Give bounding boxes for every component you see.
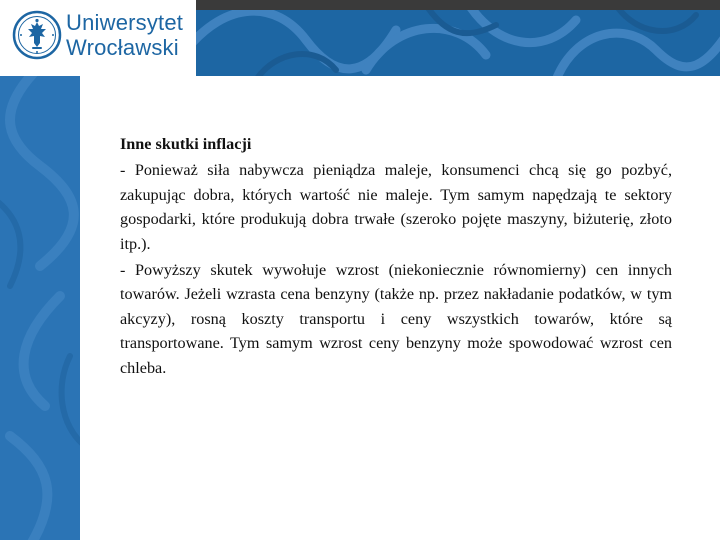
logo-wordmark xyxy=(66,10,183,60)
paragraph-2: - Powyższy skutek wywołuje wzrost (niekoniecznie równomierny) cen innych towarów. Jeżeli wzrasta cena benzyny (także np. przez nakładanie podatków, w tym akcyzy), rosną koszty transportu i ceny wszystkich towarów, które są transportowane. Tym samym wzrost ceny benzyny może spowodować wzrost cen chleba. xyxy=(120,261,672,377)
left-side-bar xyxy=(0,76,80,540)
university-logo xyxy=(0,0,196,76)
side-wave-pattern xyxy=(0,76,80,540)
logo-line-2: Wrocławski xyxy=(66,35,179,60)
top-dark-bar xyxy=(196,0,720,10)
slide-content xyxy=(120,132,672,380)
slide-heading: Inne skutki inflacji xyxy=(120,135,252,153)
header-band xyxy=(196,10,720,76)
university-seal-icon xyxy=(12,10,62,60)
logo-line-1: Uniwersytet xyxy=(66,10,184,35)
paragraph-1: - Ponieważ siła nabywcza pieniądza maleje, konsumenci chcą się go pozbyć, zakupując dobra, których wartość nie maleje. Tym samym napędzają te sektory gospodarki, które produkują dobra trwałe (szeroko pojęte maszyny, biżuterię, złoto itp.). xyxy=(120,161,672,253)
header-wave-pattern xyxy=(196,10,720,76)
